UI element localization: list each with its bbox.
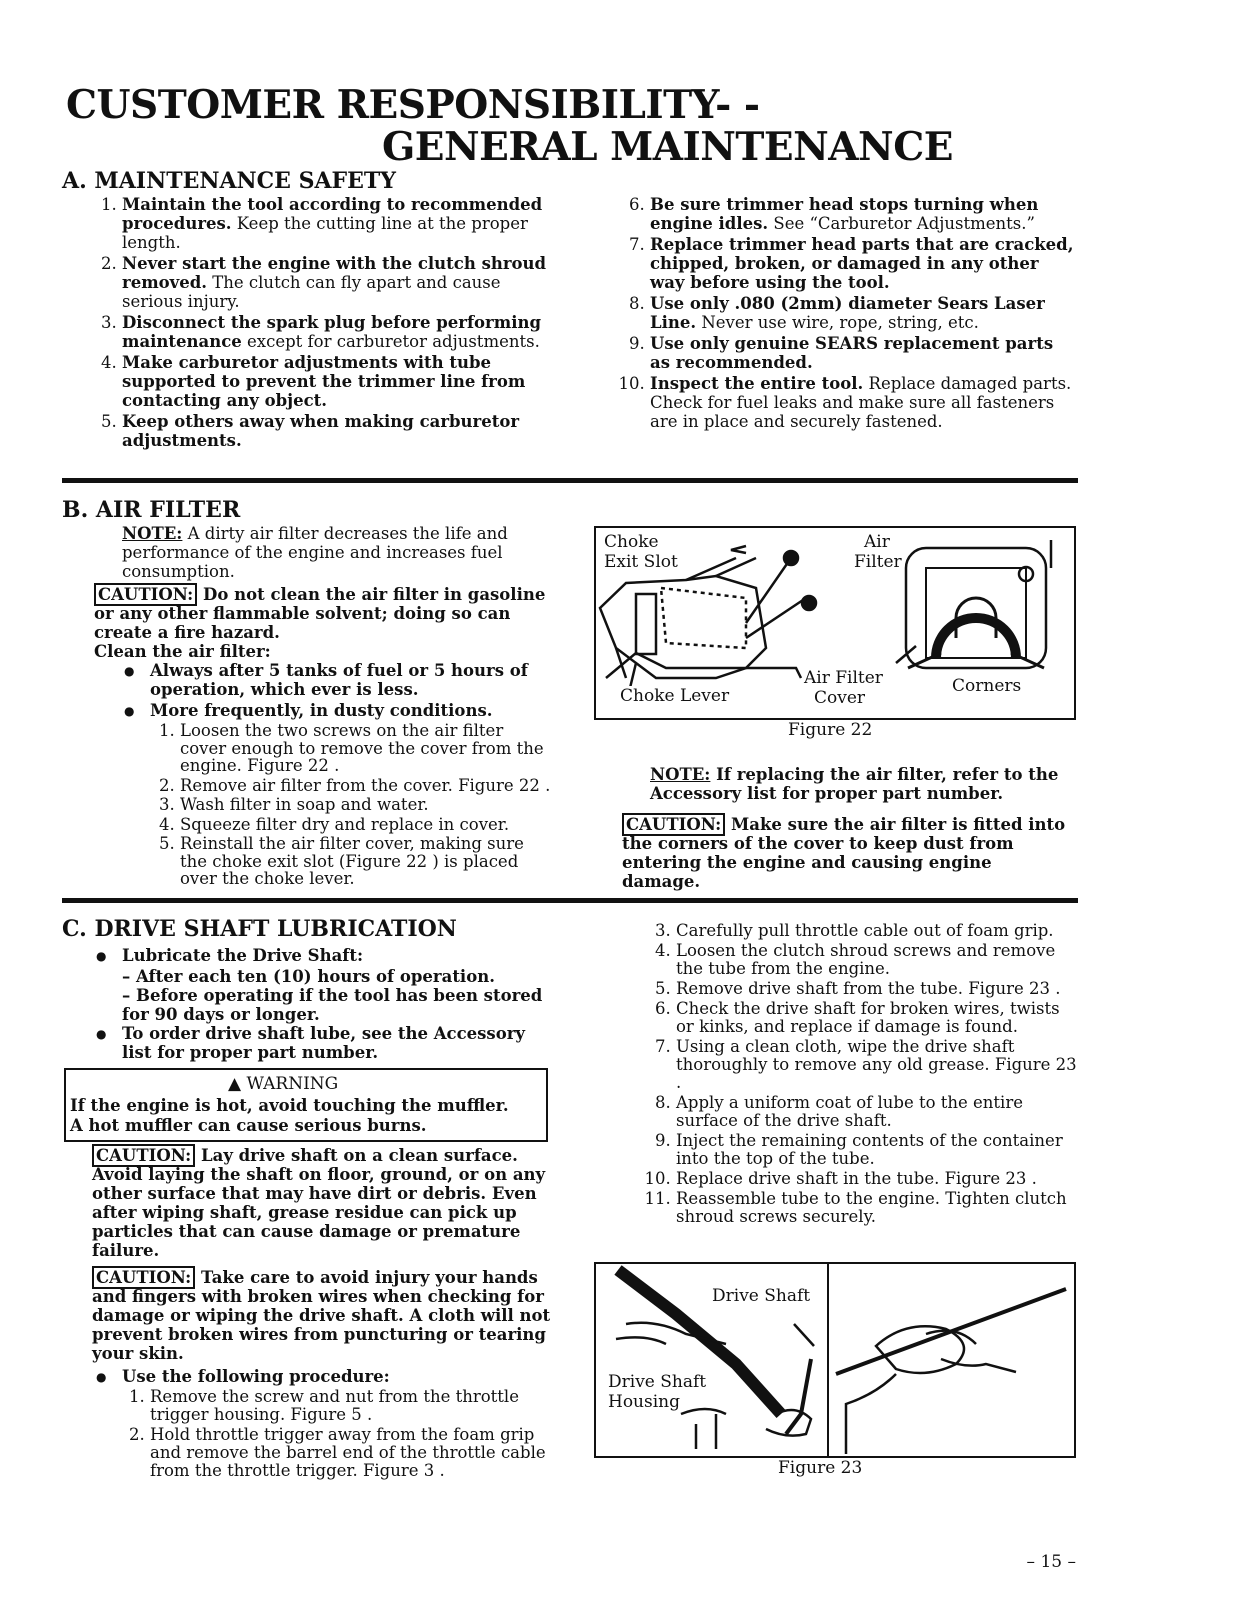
section-c-bullets [94,946,552,1064]
list-item: 11. Reassemble tube to the engine. Tighten clutch shroud screws securely. [676,1190,1080,1226]
section-divider [62,898,1078,903]
label-corners: Corners [952,676,1022,696]
warning-triangle-icon: ▲ [228,1074,242,1094]
caution-broken-wires: CAUTION: Take care to avoid injury your hands and fingers with broken wires when checking for damage or wiping the drive shaft. A cloth will not prevent broken wires from puncturing or tearing your skin. [92,1268,551,1363]
section-divider [62,478,1078,483]
list-item: 8. Use only .080 (2mm) diameter Sears Laser Line. Never use wire, rope, string, etc. [650,294,1078,332]
caution2-paragraph: CAUTION: Make sure the air filter is fitted into the corners of the cover to keep dust from entering the engine and causing engine damage. [622,815,1066,891]
section-a-right-list [612,195,1078,433]
list-item: 4. Squeeze filter dry and replace in cover. [180,816,552,834]
section-a-left-list [92,195,552,452]
list-item: 9. Inject the remaining contents of the container into the top of the tube. [676,1132,1080,1168]
note-paragraph: NOTE: A dirty air filter decreases the life and performance of the engine and increases fuel consumption. [122,524,508,581]
dash-item: – After each ten (10) hours of operation. [122,967,495,986]
label-choke-lever: Choke Lever [620,686,730,706]
list-item: 3. Carefully pull throttle cable out of foam grip. [676,922,1080,940]
figure-22-caption: Figure 22 [788,720,873,740]
label-drive-shaft: Drive Shaft [712,1286,811,1306]
page-title-line2: GENERAL MAINTENANCE [382,124,953,170]
section-c-heading: C. DRIVE SHAFT LUBRICATION [62,916,457,942]
label-choke-exit-2: Exit Slot [604,552,678,572]
page-title-line1: CUSTOMER RESPONSIBILITY- - [66,82,760,128]
list-item: 10. Inspect the entire tool. Replace damaged parts. Check for fuel leaks and make sure all fasteners are in place and securely fastened. [650,374,1078,431]
caution-lay-shaft: CAUTION: Lay drive shaft on a clean surface. Avoid laying the shaft on floor, ground, or on any other surface that may have dirt or debris. Even after wiping shaft, grease residue can pick up particles that can cause damage or premature failure. [92,1146,546,1260]
list-item: ● Use the following procedure: [122,1367,552,1386]
label-housing-1: Drive Shaft [608,1372,707,1392]
list-item: 3. Wash filter in soap and water. [180,796,552,814]
label-air-filter-2: Filter [854,552,902,572]
list-item: ● To order drive shaft lube, see the Accessory list for proper part number. [122,1024,552,1062]
page-number: – 15 – [1026,1552,1076,1572]
section-c-procedure [94,1367,552,1482]
list-item: 1. Remove the screw and nut from the throttle trigger housing. Figure 5 . [150,1388,552,1424]
label-choke-exit-1: Choke [604,532,659,552]
section-c-right-steps [640,922,1080,1228]
drive-shaft-illustration [596,1264,1074,1456]
clean-heading: Clean the air filter: [94,642,271,661]
figure-23-caption: Figure 23 [778,1458,863,1478]
warning-title: ▲ WARNING [228,1074,339,1094]
caution-paragraph: CAUTION: Do not clean the air filter in gasoline or any other flammable solvent; doing so can create a fire hazard. [94,585,546,642]
list-item: 6. Be sure trimmer head stops turning when engine idles. See “Carburetor Adjustments.” [650,195,1078,233]
label-cover-2: Cover [814,688,866,708]
list-item: 5. Remove drive shaft from the tube. Figure 23 . [676,980,1080,998]
list-item: ● Always after 5 tanks of fuel or 5 hours of operation, which ever is less. [150,661,552,699]
section-a-heading: A. MAINTENANCE SAFETY [62,168,396,194]
list-item: 2. Never start the engine with the clutch shroud removed. The clutch can fly apart and cause serious injury. [122,254,552,311]
label-cover-1: Air Filter [804,668,883,688]
section-b-text [94,524,552,890]
list-item: ● Lubricate the Drive Shaft: [122,946,552,965]
list-item: 6. Check the drive shaft for broken wires, twists or kinks, and replace if damage is found. [676,1000,1080,1036]
list-item: 5. Reinstall the air filter cover, making sure the choke exit slot (Figure 22 ) is placed over the choke lever. [180,835,552,888]
list-item: 3. Disconnect the spark plug before performing maintenance except for carburetor adjustments. [122,313,552,351]
label-air-filter-1: Air [864,532,890,552]
list-item: 1. Loosen the two screws on the air filter cover enough to remove the cover from the engine. Figure 22 . [180,722,552,775]
list-item: 7. Using a clean cloth, wipe the drive shaft thoroughly to remove any old grease. Figure 23 . [676,1038,1080,1092]
list-item: 5. Keep others away when making carburetor adjustments. [122,412,552,450]
list-item: 8. Apply a uniform coat of lube to the entire surface of the drive shaft. [676,1094,1080,1130]
figure-22 [594,526,1076,720]
figure-23 [594,1262,1076,1458]
list-item: ● More frequently, in dusty conditions. [150,701,552,720]
list-item: 10. Replace drive shaft in the tube. Figure 23 . [676,1170,1080,1188]
list-item: 7. Replace trimmer head parts that are cracked, chipped, broken, or damaged in any other way before using the tool. [650,235,1078,292]
list-item: 2. Remove air filter from the cover. Figure 22 . [180,777,552,795]
warning-line-1: If the engine is hot, avoid touching the muffler. [70,1096,509,1115]
warning-line-2: A hot muffler can cause serious burns. [70,1116,427,1135]
label-housing-2: Housing [608,1392,681,1412]
warning-box [64,1068,548,1142]
list-item: 9. Use only genuine SEARS replacement parts as recommended. [650,334,1078,372]
list-item: 2. Hold throttle trigger away from the foam grip and remove the barrel end of the throttle cable from the throttle trigger. Figure 3 . [150,1426,552,1480]
note2-paragraph: NOTE: If replacing the air filter, refer to the Accessory list for proper part number. [650,765,1059,803]
dash-item: – Before operating if the tool has been stored for 90 days or longer. [122,986,543,1024]
section-b-heading: B. AIR FILTER [62,497,241,523]
list-item: 1. Maintain the tool according to recommended procedures. Keep the cutting line at the proper length. [122,195,552,252]
list-item: 4. Make carburetor adjustments with tube supported to prevent the trimmer line from contacting any object. [122,353,552,410]
list-item: 4. Loosen the clutch shroud screws and remove the tube from the engine. [676,942,1080,978]
